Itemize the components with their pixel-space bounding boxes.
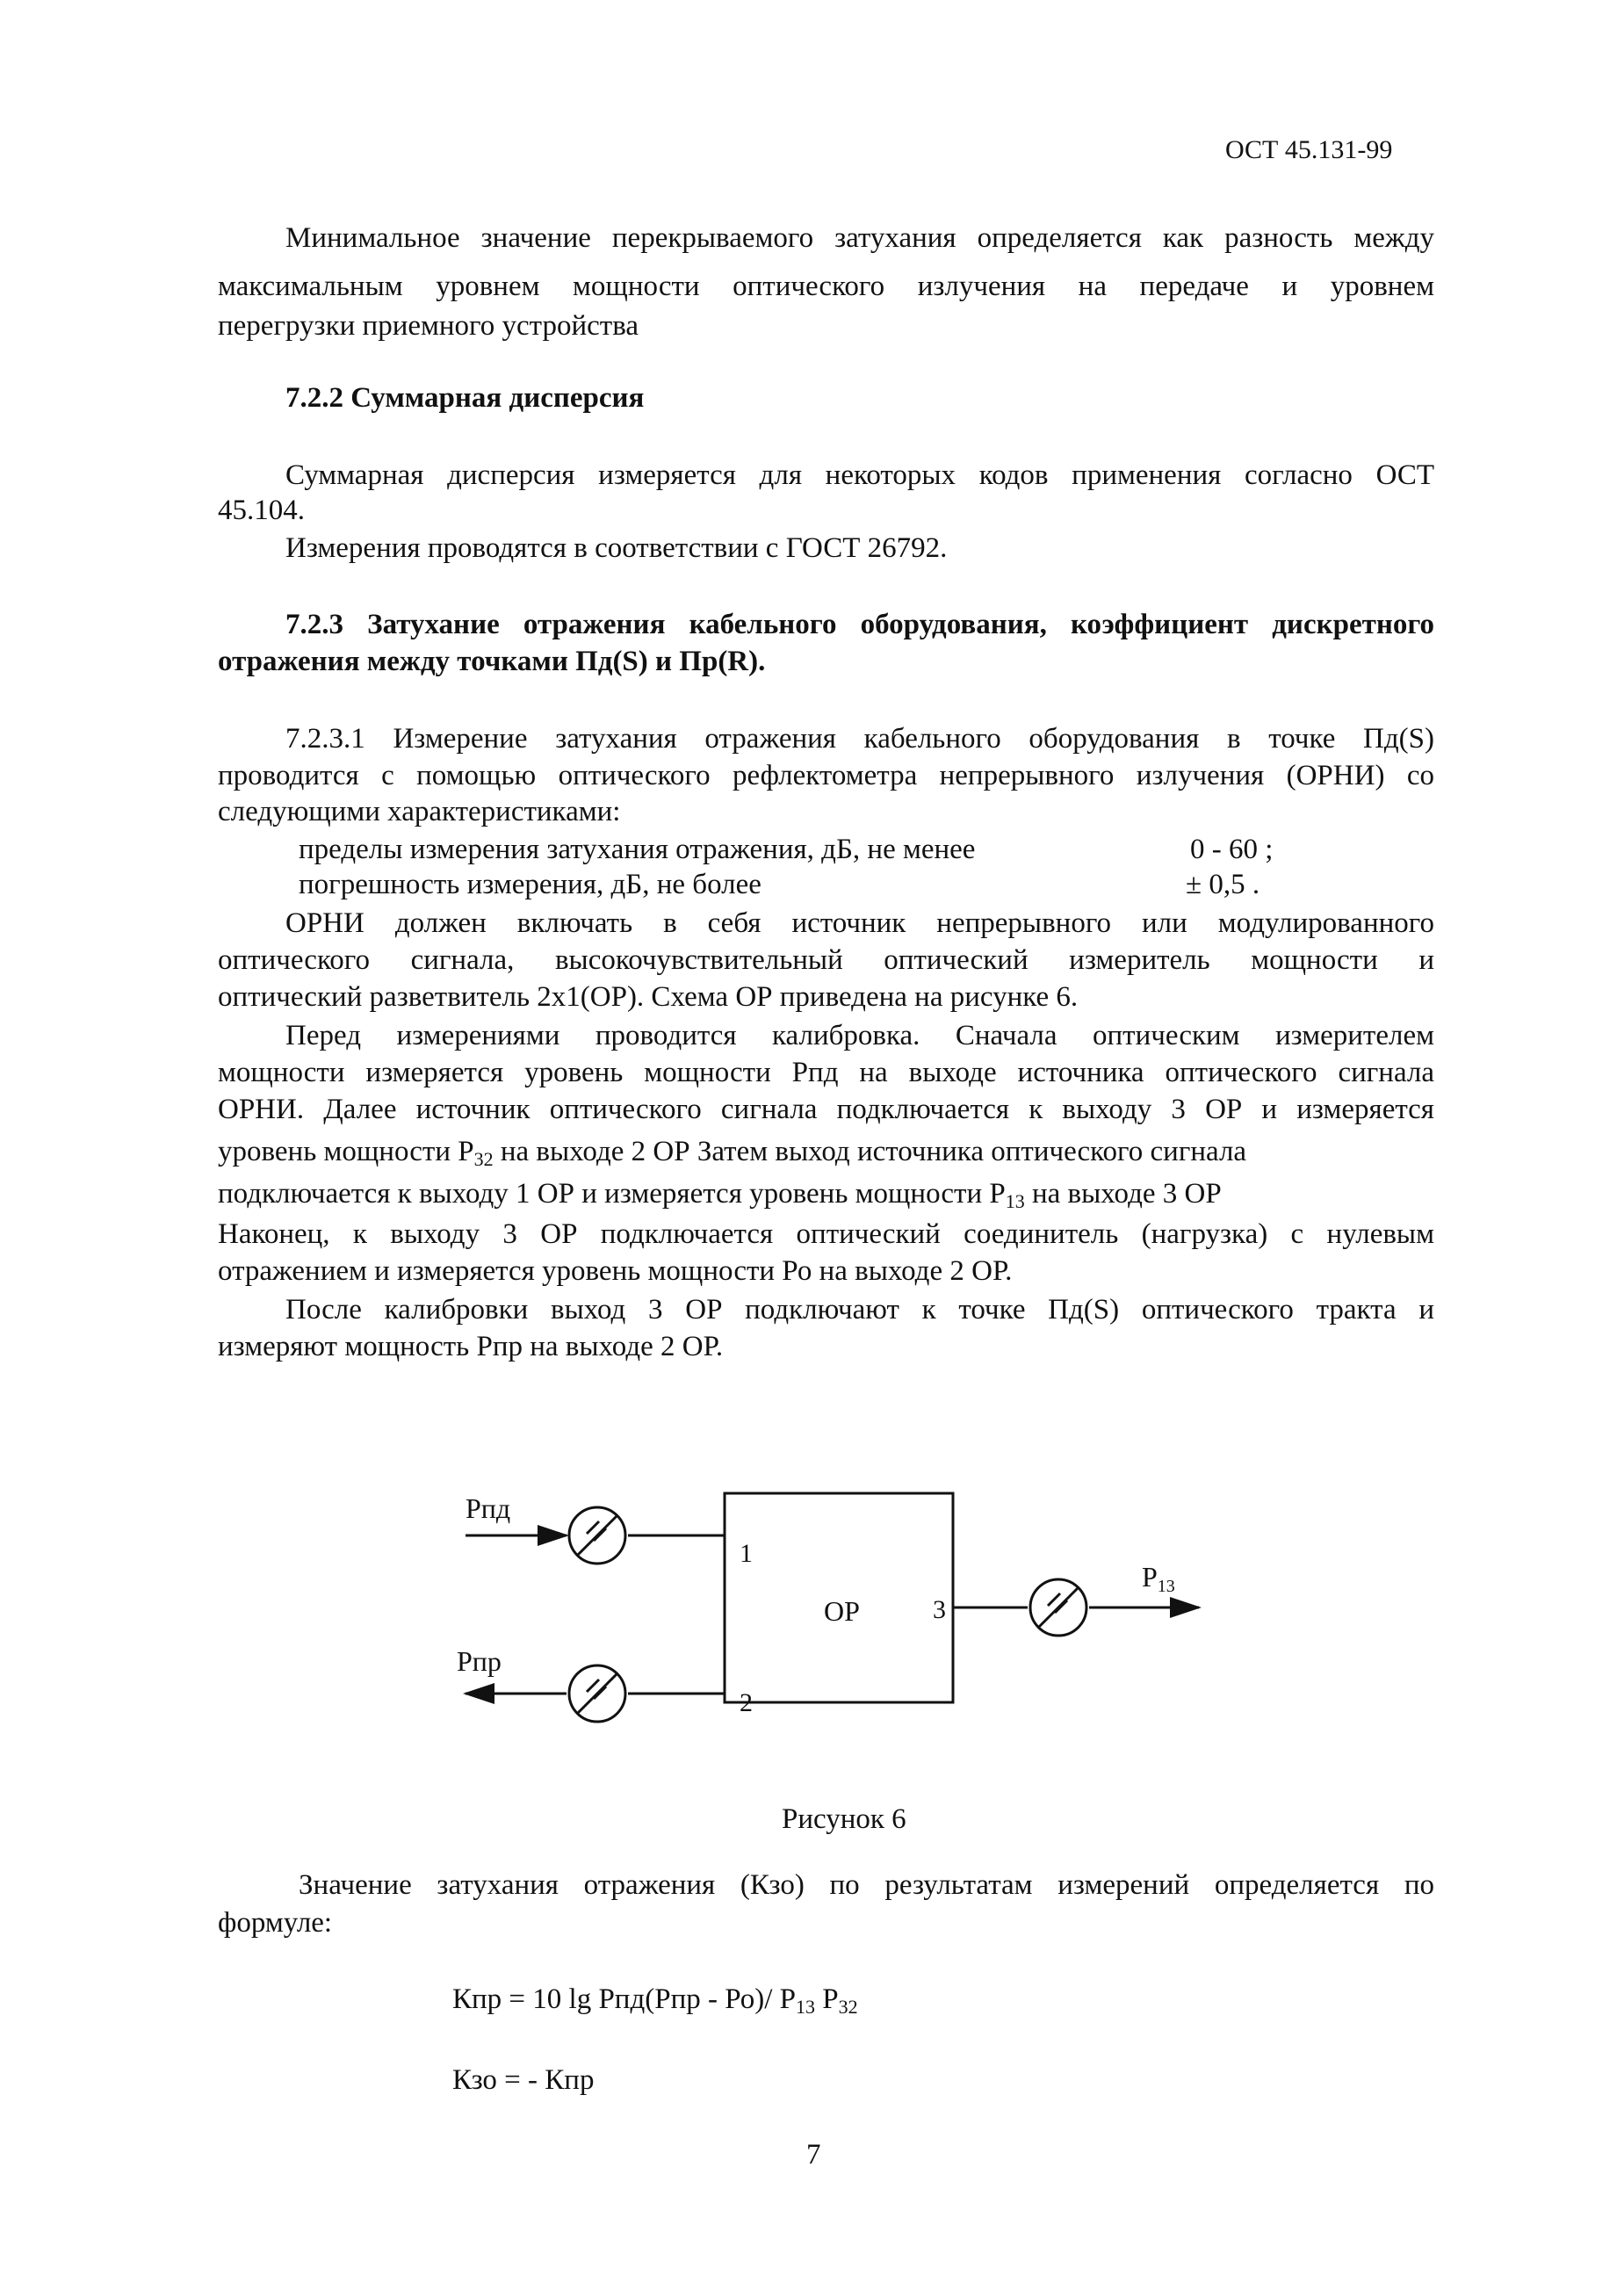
p3-line-1: Перед измерениями проводится калибровка. Сначала оптическим измерителем bbox=[285, 1020, 1434, 1051]
s722-line-2: 45.104. bbox=[218, 495, 305, 526]
spec-2-value: ± 0,5 . bbox=[1186, 869, 1260, 900]
port-3-label: 3 bbox=[933, 1595, 946, 1624]
formula-1-a: Кпр = 10 lg Рпд(Рпр - Ро)/ Р bbox=[452, 1983, 797, 2015]
p2-line-3: оптический разветвитель 2х1(ОР). Схема ОР приведена на рисунке 6. bbox=[218, 981, 1079, 1013]
p3-line-4-b: на выходе 2 ОР Затем выход источника оптического сигнала bbox=[493, 1136, 1247, 1167]
p3-line-4-sub: 32 bbox=[473, 1148, 494, 1170]
formula-intro-1: Значение затухания отражения (Кзо) по результатам измерений определяется по bbox=[299, 1869, 1434, 1901]
intro-line-2: максимальным уровнем мощности оптического излучения на передаче и уровнем bbox=[218, 271, 1434, 302]
p3-line-6: Наконец, к выходу 3 ОР подключается оптический соединитель (нагрузка) с нулевым bbox=[218, 1218, 1434, 1250]
formula-2: Кзо = - Кпр bbox=[452, 2064, 595, 2096]
section-723-heading-1: 7.2.3 Затухание отражения кабельного оборудования, коэффициент дискретного bbox=[285, 609, 1434, 640]
label-p13: Р13 bbox=[1142, 1561, 1175, 1596]
p4-line-2: измеряют мощность Рпр на выходе 2 ОР. bbox=[218, 1331, 724, 1362]
spec-1-label: пределы измерения затухания отражения, дБ, не менее bbox=[299, 834, 976, 865]
formula-1-sub-1: 13 bbox=[796, 1996, 816, 2018]
port-1-label: 1 bbox=[740, 1539, 753, 1568]
port-2-label: 2 bbox=[740, 1688, 753, 1717]
page-number: 7 bbox=[806, 2139, 821, 2171]
p3-line-5 bbox=[218, 1175, 1222, 1212]
p3-line-5-sub: 13 bbox=[1005, 1190, 1025, 1212]
section-722-heading: 7.2.2 Суммарная дисперсия bbox=[285, 382, 645, 414]
p3-line-5-b: на выходе 3 ОР bbox=[1024, 1178, 1222, 1210]
p4-line-1: После калибровки выход 3 ОР подключают к точке Пд(S) оптического тракта и bbox=[285, 1294, 1434, 1326]
box-label: ОР bbox=[824, 1595, 860, 1627]
label-p-in: Рпд bbox=[466, 1492, 511, 1524]
p3-line-5-a: подключается к выходу 1 ОР и измеряется уровень мощности Р bbox=[218, 1178, 1006, 1210]
formula-1-sub-2: 32 bbox=[838, 1996, 858, 2018]
connector-port-2 bbox=[569, 1665, 625, 1722]
section-723-heading-2: отражения между точками Пд(S) и Пр(R). bbox=[218, 646, 766, 677]
s722-line-3: Измерения проводятся в соответствии с ГОСТ 26792. bbox=[285, 532, 948, 564]
formula-intro-2: формуле: bbox=[218, 1907, 333, 1939]
intro-line-1: Минимальное значение перекрываемого затухания определяется как разность между bbox=[285, 222, 1434, 254]
document-code: ОСТ 45.131-99 bbox=[1225, 135, 1393, 164]
spec-2-label: погрешность измерения, дБ, не более bbox=[299, 869, 761, 900]
connector-port-1 bbox=[569, 1507, 625, 1564]
label-p-reflected: Рпр bbox=[457, 1645, 502, 1677]
connector-port-3 bbox=[1030, 1579, 1086, 1636]
p1-line-1: 7.2.3.1 Измерение затухания отражения кабельного оборудования в точке Пд(S) bbox=[285, 723, 1434, 755]
p3-line-4 bbox=[218, 1133, 1434, 1170]
p3-line-4-a: уровень мощности Р bbox=[218, 1136, 474, 1167]
p1-line-2: проводится с помощью оптического рефлектометра непрерывного излучения (ОРНИ) со bbox=[218, 760, 1434, 791]
spec-1-value: 0 - 60 ; bbox=[1190, 834, 1274, 865]
p1-line-3: следующими характеристиками: bbox=[218, 796, 621, 827]
figure-6-diagram bbox=[422, 1476, 1212, 1757]
formula-1-b: Р bbox=[815, 1983, 839, 2015]
p2-line-1: ОРНИ должен включать в себя источник непрерывного или модулированного bbox=[285, 907, 1434, 939]
p3-line-7: отражением и измеряется уровень мощности Ро на выходе 2 ОР. bbox=[218, 1255, 1013, 1287]
s722-line-1: Суммарная дисперсия измеряется для некоторых кодов применения согласно ОСТ bbox=[285, 459, 1434, 491]
figure-caption: Рисунок 6 bbox=[782, 1803, 906, 1835]
p3-line-3: ОРНИ. Далее источник оптического сигнала подключается к выходу 3 ОР и измеряется bbox=[218, 1094, 1434, 1125]
p3-line-2: мощности измеряется уровень мощности Рпд на выходе источника оптического сигнала bbox=[218, 1057, 1434, 1088]
intro-line-3: перегрузки приемного устройства bbox=[218, 310, 639, 342]
formula-1 bbox=[452, 1981, 858, 2018]
p2-line-2: оптического сигнала, высокочувствительный оптический измеритель мощности и bbox=[218, 944, 1434, 976]
